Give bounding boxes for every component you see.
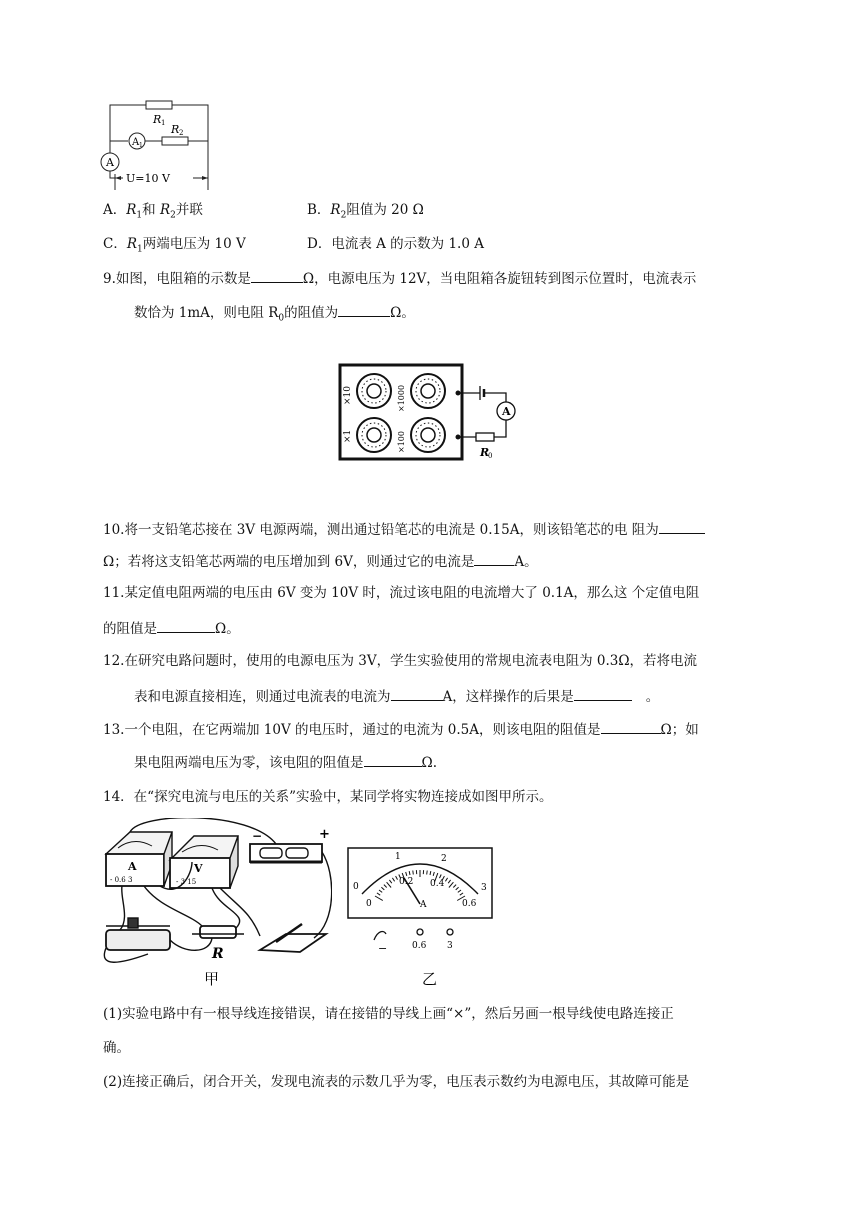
q10-line2: Ω；若将这支铅笔芯两端的电压增加到 6V，则通过它的电流是 A。 [103,551,538,571]
dial-unit: A [420,900,427,910]
jia-voltmeter-terminals: - 3 15 [176,878,197,886]
answer-blank[interactable] [601,719,661,734]
voltage-label: U=10 V [126,172,170,185]
q11-line2: 的阻值是 Ω。 [103,618,240,638]
jia-resistor-label: R [212,946,224,962]
q13-line1: 13.一个电阻，在它两端加 10V 的电压时，通过的电流为 0.5A，则该电阻的阻值是 Ω；如 [103,719,699,739]
option-d: D．电流表 A 的示数为 1.0 A [307,236,484,252]
jia-minus-label: − [252,829,263,843]
q14-stem: 14．在“探究电流与电压的关系”实验中，某同学将实物连接成如图甲所示。 [103,789,553,805]
q12-line2: 表和电源直接相连，则通过电流表的电流为 A，这样操作的后果是 。 [134,686,659,706]
bottom-scale-0.6: 0.6 [462,899,477,909]
terminal-3: 3 [447,941,453,951]
r1-label: R [153,113,162,126]
multiplier-x1: ×1 [343,429,353,443]
q11-line1: 11.某定值电阻两端的电压由 6V 变为 10V 时，流过该电阻的电流增大了 0.1A，那么这 个定值电阻 [103,585,700,601]
answer-blank[interactable] [338,302,390,317]
jia-caption: 甲 [204,970,220,988]
terminal-minus: − [378,942,388,955]
bottom-scale-0.2: 0.2 [399,877,414,887]
q14-part1-line1: (1)实验电路中有一根导线连接错误，请在接错的导线上画“×”，然后另画一根导线使电路连接正 [103,1006,674,1022]
svg-text:2: 2 [179,129,184,137]
terminal-0.6: 0.6 [412,941,427,951]
q14-part1-line2: 确。 [103,1040,130,1056]
q10-line1: 10.将一支铅笔芯接在 3V 电源两端，测出通过铅笔芯的电流是 0.15A，则该铅笔芯的电 阻为 [103,519,705,539]
answer-blank[interactable] [659,519,705,534]
multiplier-x10: ×10 [343,386,353,405]
jia-ammeter-terminals: - 0.6 3 [110,876,133,884]
top-scale-1: 1 [395,852,401,862]
top-scale-0: 0 [353,882,359,892]
svg-text:1: 1 [161,119,166,127]
q8-circuit-figure [98,96,216,192]
jia-ammeter-label: A [128,860,137,873]
jia-voltmeter-label: V [194,862,203,875]
q12-line1: 12.在研究电路问题时，使用的电源电压为 3V，学生实验使用的常规电流表电阻为 0.3Ω，若将电流 [103,653,698,669]
figure-yi-ammeter-dial [344,844,496,990]
option-c: C．$R_1$两端电压为 10 V [103,236,246,255]
r0-label: R [480,446,490,459]
svg-text:1: 1 [139,142,143,149]
q9-line2: 数恰为 1mA，则电阻 $R_0$的阻值为 Ω。 [134,302,415,328]
bottom-scale-0: 0 [366,899,372,909]
ammeter-a-label: A [106,156,114,169]
figure-jia-physical-circuit [100,818,332,990]
answer-blank[interactable] [474,551,514,566]
q13-line2: 果电阻两端电压为零，该电阻的阻值是 Ω. [134,752,437,772]
option-a: A．$R_1$和 $R_2$并联 [103,202,203,221]
answer-blank[interactable] [391,686,443,701]
multiplier-x1000: ×1000 [397,384,406,412]
ammeter-label: A [502,405,511,418]
a1-label: A [132,137,140,148]
dial-tick [427,871,428,875]
yi-caption: 乙 [422,970,438,988]
bottom-scale-0.4: 0.4 [430,879,445,889]
dial-tick [413,871,414,875]
top-scale-3: 3 [481,883,487,893]
option-b: B．$R_2$阻值为 20 Ω [307,202,424,221]
svg-text:0: 0 [488,452,493,460]
resistance-box-figure [334,357,526,465]
r2-label: R [171,123,180,136]
answer-blank[interactable] [574,686,632,701]
q9-line1: 9.如图，电阻箱的示数是 Ω，电源电压为 12V，当电阻箱各旋钮转到图示位置时，电流表示 [103,268,696,288]
multiplier-x100: ×100 [397,431,406,453]
answer-blank[interactable] [251,268,303,283]
q14-part2-line1: (2)连接正确后，闭合开关，发现电流表的示数几乎为零，电压表示数约为电源电压，其故障可能是 [103,1074,690,1090]
jia-plus-label: + [319,827,330,842]
top-scale-2: 2 [441,854,447,864]
answer-blank[interactable] [364,752,422,767]
answer-blank[interactable] [157,618,215,633]
